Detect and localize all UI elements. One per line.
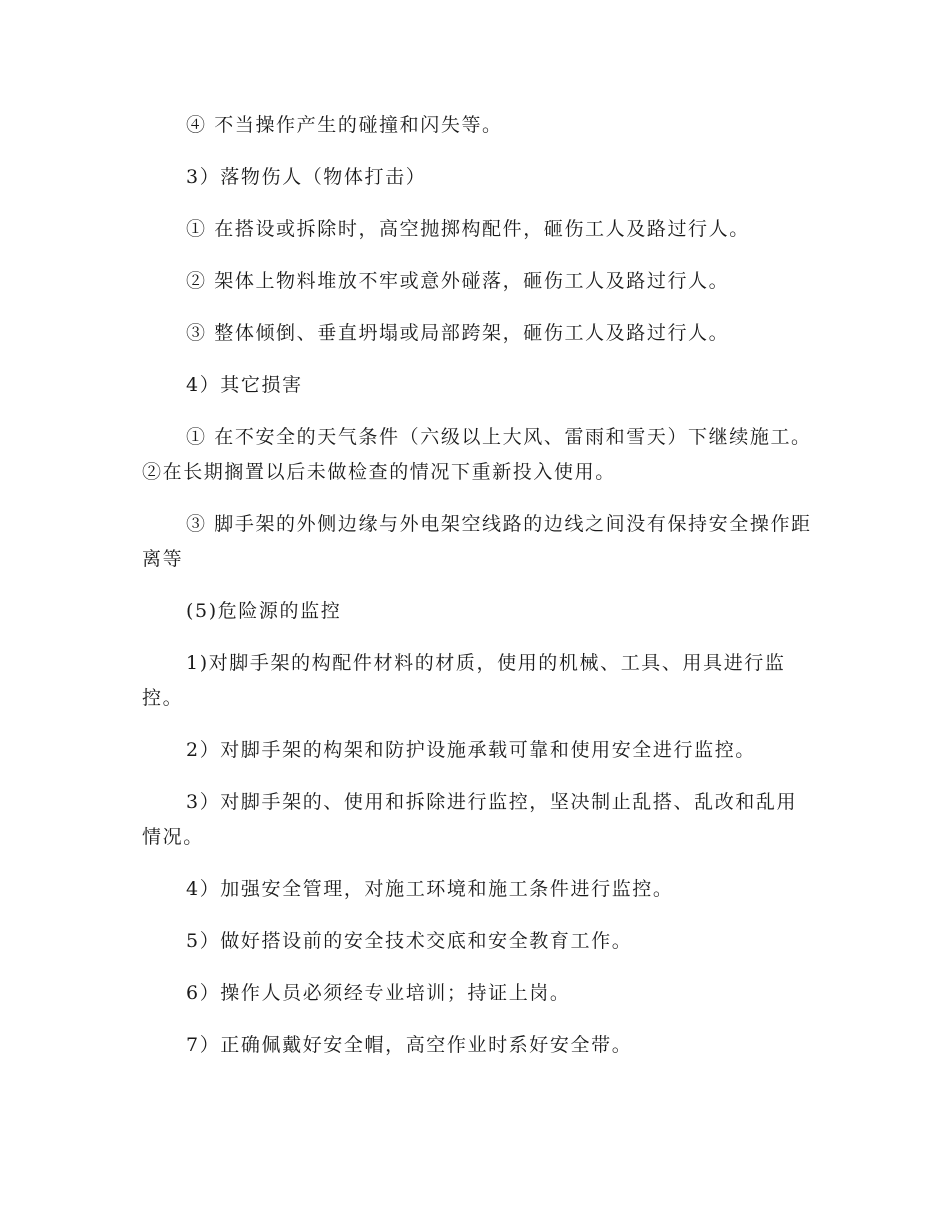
paragraph-monitor-use-removal: 3）对脚手架的、使用和拆除进行监控，坚决制止乱搭、乱改和乱用情况。 — [142, 791, 798, 848]
document-body — [142, 108, 812, 1063]
paragraph-helmet-harness: 7）正确佩戴好安全帽，高空作业时系好安全带。 — [186, 1034, 633, 1056]
paragraph-safety-management: 4）加强安全管理，对施工环境和施工条件进行监控。 — [186, 878, 674, 900]
paragraph-impact-collision: ④ 不当操作产生的碰撞和闪失等。 — [186, 114, 503, 136]
heading-other-damage: 4）其它损害 — [186, 374, 303, 396]
paragraph-material-stacking: ② 架体上物料堆放不牢或意外碰落，砸伤工人及路过行人。 — [186, 270, 730, 292]
paragraph-monitor-materials: 1)对脚手架的构配件材料的材质，使用的机械、工具、用具进行监控。 — [142, 652, 786, 709]
heading-hazard-monitoring: (5)危险源的监控 — [186, 600, 342, 622]
paragraph-weather: ① 在不安全的天气条件（六级以上大风、雷雨和雪天）下继续施工。②在长期搁置以后未做检查的情况下重新投入使用。 — [142, 426, 812, 483]
paragraph-collapse: ③ 整体倾倒、垂直坍塌或局部跨架，砸伤工人及路过行人。 — [186, 322, 730, 344]
paragraph-safety-briefing: 5）做好搭设前的安全技术交底和安全教育工作。 — [186, 930, 633, 952]
heading-falling-objects: 3）落物伤人（物体打击） — [186, 166, 427, 188]
paragraph-power-line-distance: ③ 脚手架的外侧边缘与外电架空线路的边线之间没有保持安全操作距离等 — [142, 513, 812, 570]
paragraph-monitor-structure: 2）对脚手架的构架和防护设施承载可靠和使用安全进行监控。 — [186, 739, 756, 761]
paragraph-throwing-parts: ① 在搭设或拆除时，高空抛掷构配件，砸伤工人及路过行人。 — [186, 218, 750, 240]
paragraph-certified-operators: 6）操作人员必须经专业培训；持证上岗。 — [186, 982, 571, 1004]
